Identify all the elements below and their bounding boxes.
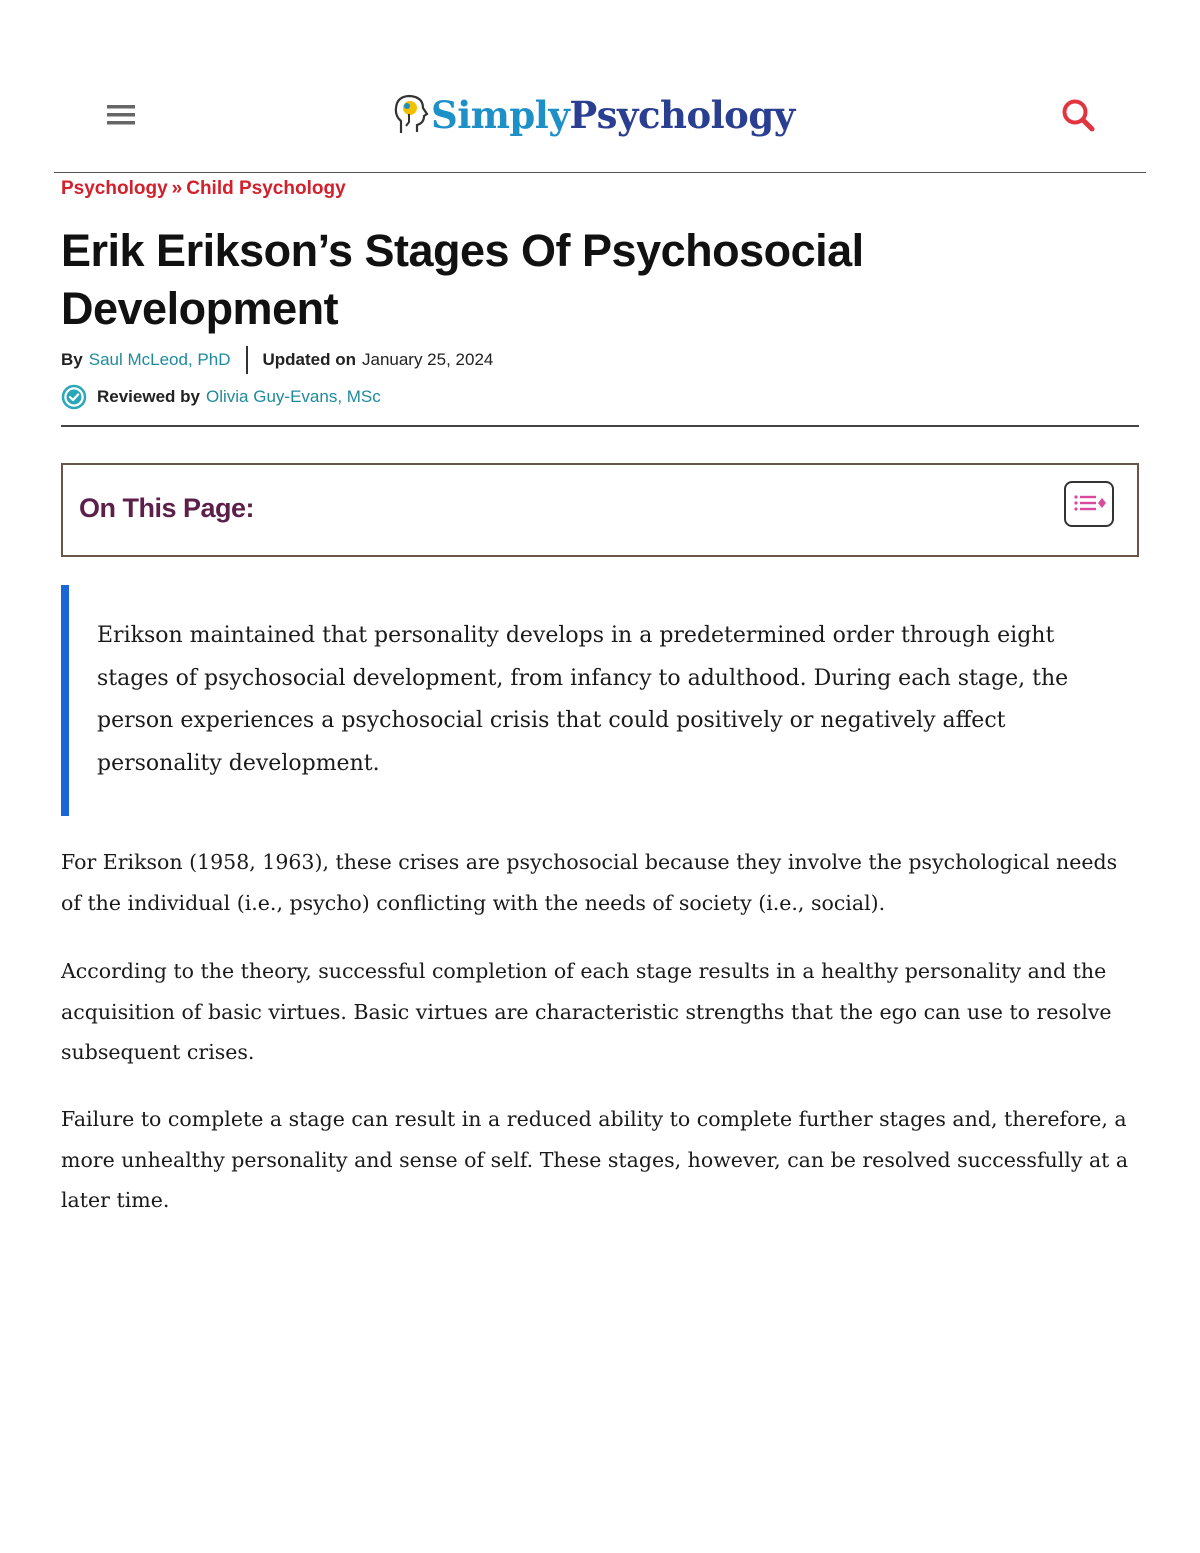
toc-title: On This Page: <box>79 493 255 523</box>
table-of-contents <box>61 463 1139 557</box>
header-divider <box>61 425 1139 427</box>
search-button[interactable] <box>1059 96 1099 136</box>
breadcrumb-item-psychology[interactable]: Psychology <box>61 178 168 199</box>
byline <box>61 345 493 375</box>
reviewed-by <box>61 383 381 411</box>
breadcrumb <box>61 178 346 200</box>
search-icon <box>1059 96 1099 136</box>
body-paragraph: For Erikson (1958, 1963), these crises are psychosocial because they involve the psychological needs of the individual (i.e., psycho) conflicting with the needs of society (i.e., social). <box>61 850 1118 915</box>
logo-text <box>431 93 795 137</box>
menu-button[interactable] <box>104 100 140 130</box>
head-brain-logo-icon <box>389 92 429 138</box>
body-paragraph: According to the theory, successful completion of each stage results in a healthy personality and the acquisition of basic virtues. Basic virtues are characteristic strengths that the ego can use to resolve subsequent crises. <box>61 959 1112 1064</box>
site-header <box>54 70 1146 173</box>
by-label: By <box>61 350 83 369</box>
table-of-contents-icon <box>1066 483 1112 525</box>
byline-divider <box>246 346 248 374</box>
summary-callout <box>61 585 1139 816</box>
breadcrumb-item-child-psychology[interactable]: Child Psychology <box>186 178 346 199</box>
site-logo[interactable] <box>389 90 795 140</box>
logo-text-simply: Simply <box>431 93 570 137</box>
page-title: Erik Erikson’s Stages Of Psychosocial Development <box>61 225 864 334</box>
body-paragraph: Failure to complete a stage can result in a reduced ability to complete further stages and, therefore, a more unhealthy personality and sense of self. These stages, however, can be resolved successfully at a later time. <box>61 1107 1129 1212</box>
author-link[interactable]: Saul McLeod, PhD <box>88 350 231 369</box>
toc-toggle-button[interactable] <box>1064 481 1114 527</box>
breadcrumb-separator: » <box>171 178 183 199</box>
updated-label: Updated on <box>262 350 356 369</box>
logo-text-psychology: Psychology <box>569 93 795 137</box>
reviewed-label: Reviewed by <box>97 387 200 406</box>
summary-text: Erikson maintained that personality develops in a predetermined order through eight stages of psychosocial development, from infancy to adulthood. During each stage, the person experiences a psychosocial crisis that could positively or negatively affect personality development. <box>97 623 1069 776</box>
verified-check-icon <box>61 384 87 410</box>
hamburger-menu-icon <box>104 100 140 130</box>
updated-date: January 25, 2024 <box>361 350 494 369</box>
reviewer-link[interactable]: Olivia Guy-Evans, MSc <box>206 387 381 406</box>
